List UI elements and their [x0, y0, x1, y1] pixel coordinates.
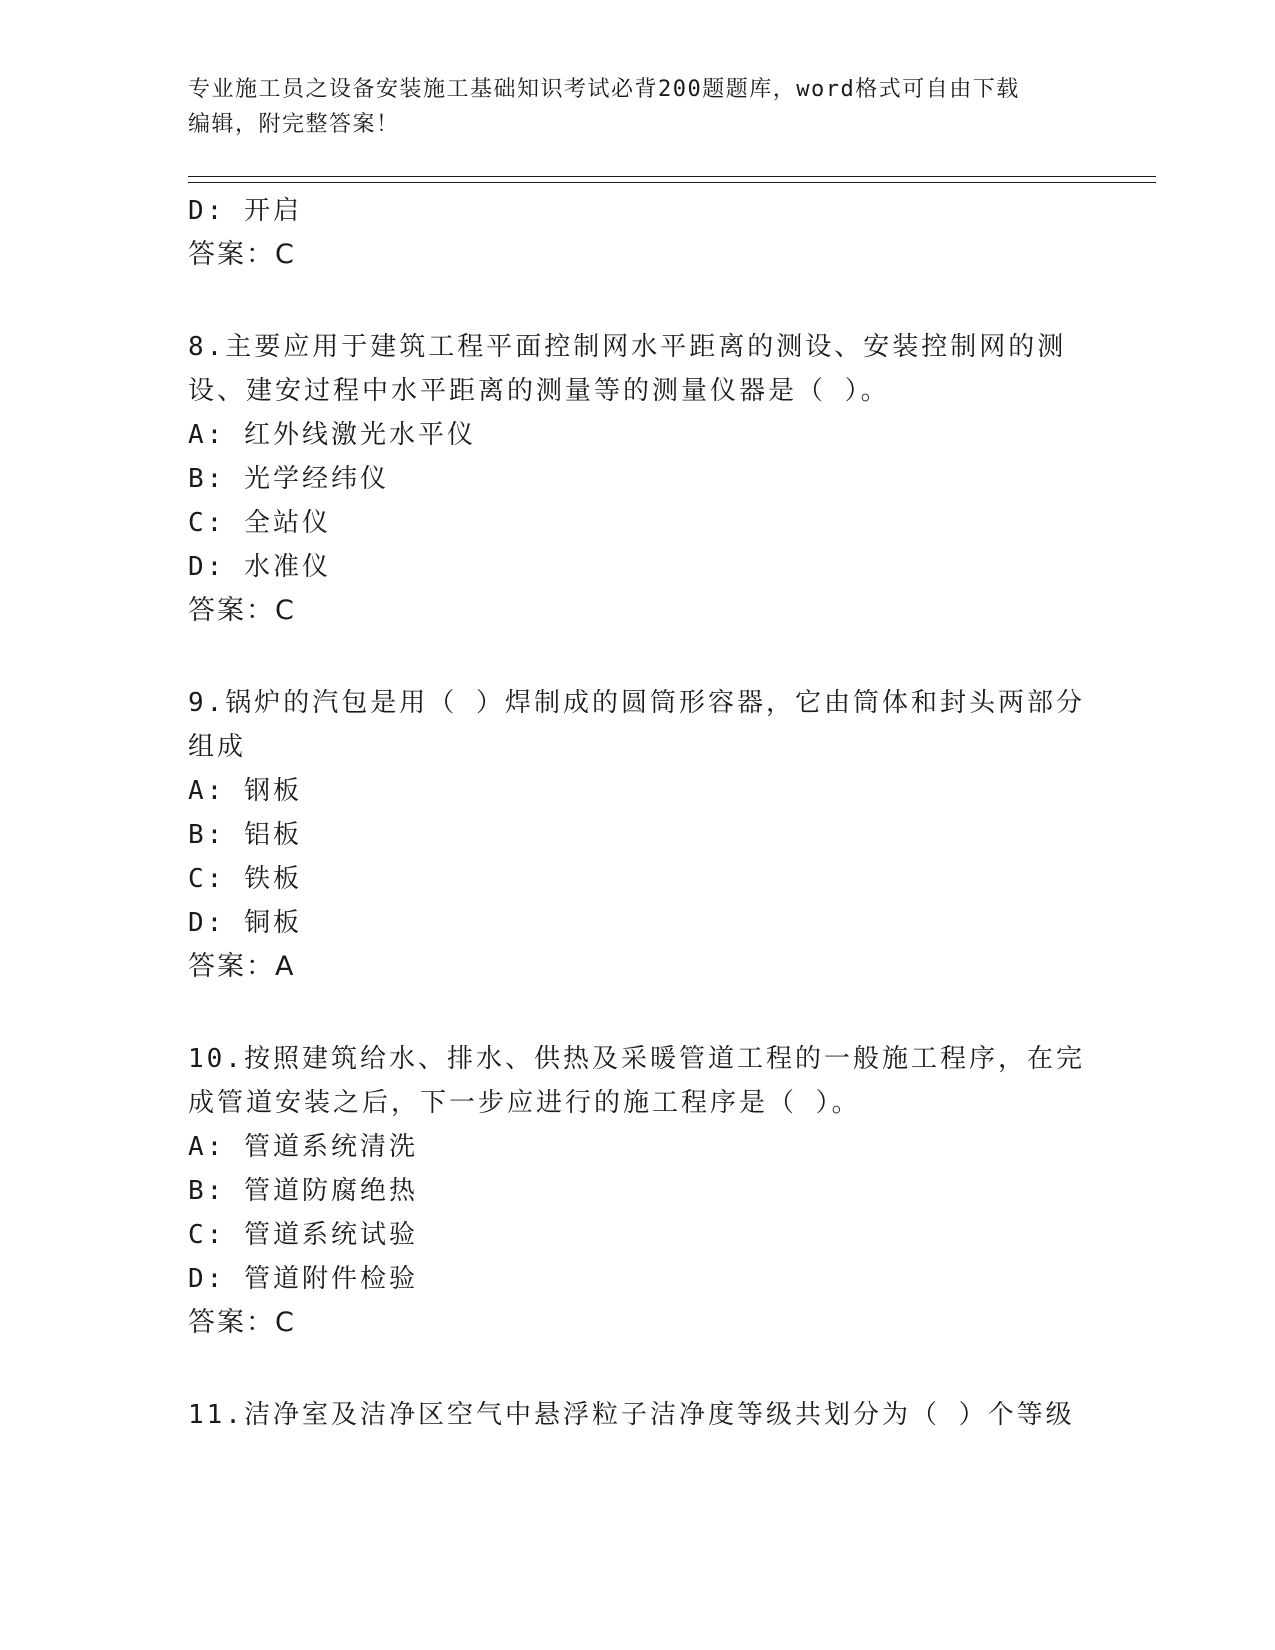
prev-answer: 答案：C — [188, 239, 296, 270]
q9-option-b: B: 铝板 — [188, 820, 302, 850]
prev-option-d: D: 开启 — [188, 196, 302, 226]
q8-option-a: A: 红外线激光水平仪 — [188, 420, 476, 450]
q8-text-line-1: 8.主要应用于建筑工程平面控制网水平距离的测设、安装控制网的测 — [188, 332, 1067, 362]
q9-option-a: A: 钢板 — [188, 776, 302, 806]
q10-option-b: B: 管道防腐绝热 — [188, 1176, 418, 1206]
q9-answer: 答案：A — [188, 951, 296, 982]
q8-answer: 答案：C — [188, 595, 296, 626]
q10-answer: 答案：C — [188, 1307, 296, 1338]
header-line-1: 专业施工员之设备安装施工基础知识考试必背200题题库，word格式可自由下载 — [188, 77, 1020, 102]
q8-text-line-2: 设、建安过程中水平距离的测量等的测量仪器是（ ）。 — [188, 376, 890, 406]
q10-option-d: D: 管道附件检验 — [188, 1264, 418, 1294]
header-divider-bottom — [188, 182, 1156, 183]
q8-option-c: C: 全站仪 — [188, 508, 331, 538]
q9-text-line-2: 组成 — [188, 732, 247, 762]
q9-option-d: D: 铜板 — [188, 908, 302, 938]
header-line-2: 编辑，附完整答案！ — [188, 112, 400, 137]
q9-option-c: C: 铁板 — [188, 864, 302, 894]
q10-text-line-1: 10.按照建筑给水、排水、供热及采暖管道工程的一般施工程序，在完 — [188, 1044, 1085, 1074]
q9-text-line-1: 9.锅炉的汽包是用（ ）焊制成的圆筒形容器，它由筒体和封头两部分 — [188, 688, 1085, 718]
document-header — [188, 72, 1088, 142]
q10-option-a: A: 管道系统清洗 — [188, 1132, 418, 1162]
q10-text-line-2: 成管道安装之后，下一步应进行的施工程序是（ ）。 — [188, 1088, 861, 1118]
q11-text-line-1: 11.洁净室及洁净区空气中悬浮粒子洁净度等级共划分为（ ）个等级 — [188, 1400, 1075, 1430]
q8-option-d: D: 水准仪 — [188, 552, 331, 582]
q10-option-c: C: 管道系统试验 — [188, 1220, 418, 1250]
q8-option-b: B: 光学经纬仪 — [188, 464, 389, 494]
header-divider-top — [188, 176, 1156, 177]
